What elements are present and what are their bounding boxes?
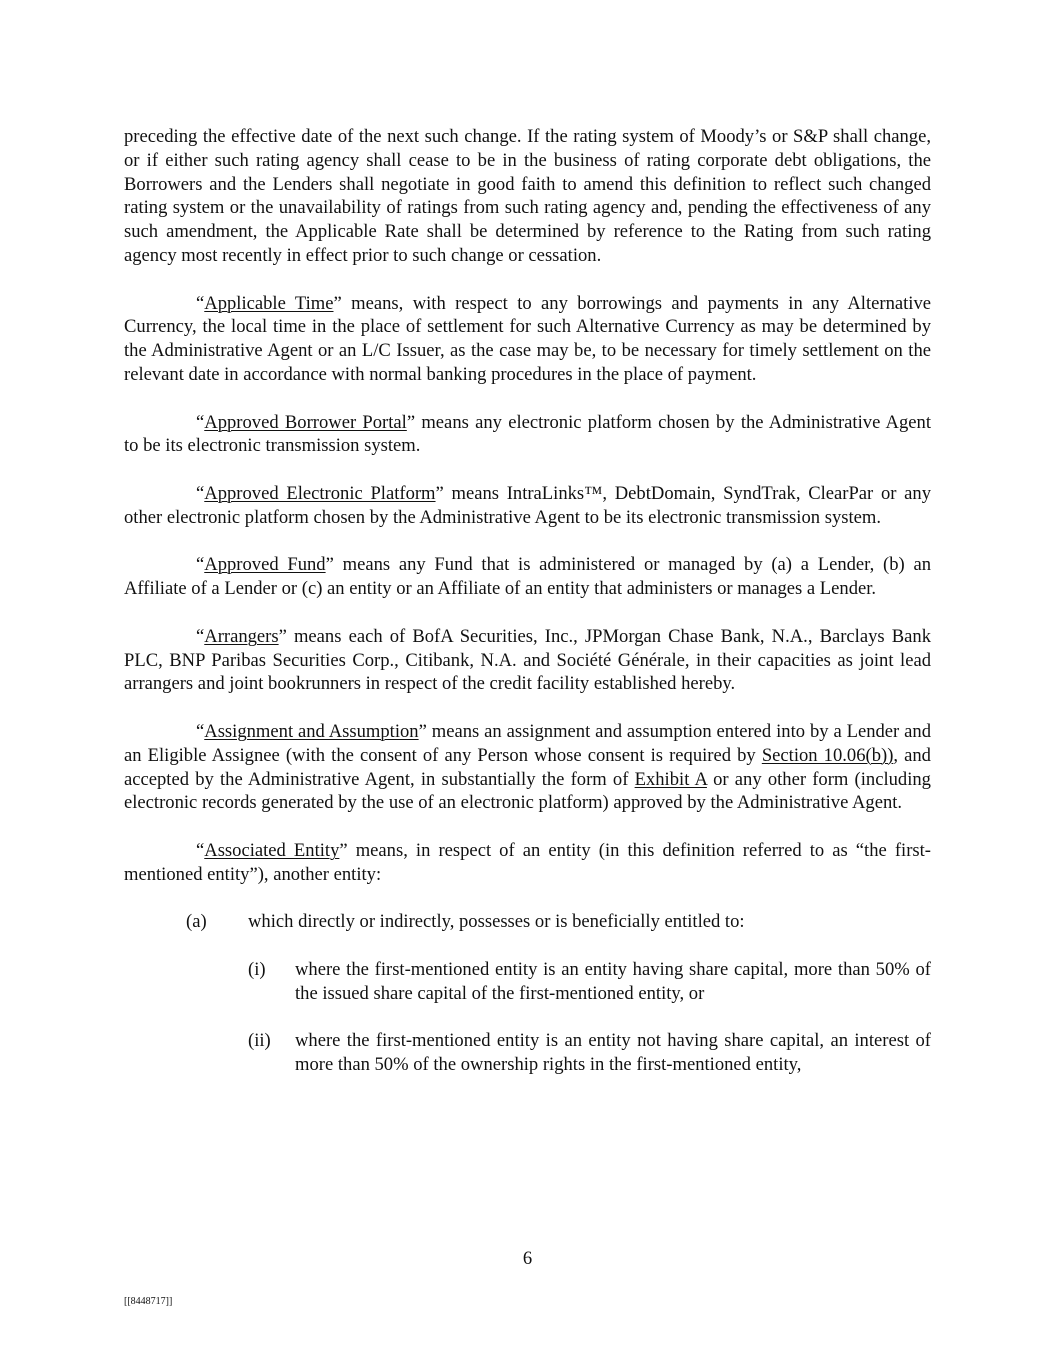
defined-term: Approved Electronic Platform <box>204 482 436 504</box>
definition-text: or any other form (including electronic records generated by the use of an electronic platform) approved by the Administrative Agent. <box>124 768 931 814</box>
open-quote: “ <box>196 482 205 504</box>
page-number: 6 <box>522 1248 533 1269</box>
definition-text: ” means, with respect to any borrowings and payments in any Alternative Currency, the local time in the place of settlement for such Alternative Currency as may be determined by the Administrative Agent or an L/C Issuer, as the case may be, to be necessary for timely settlement on the relevant date in accordance with normal banking procedures in the place of payment. <box>124 292 931 385</box>
defined-term: Assignment and Assumption <box>204 720 419 742</box>
definition-text: ” means, in respect of an entity (in this definition referred to as “the first-mentioned entity”), another entity: <box>124 839 931 885</box>
list-item-i <box>124 958 931 1006</box>
list-label: (ii) <box>248 1030 271 1052</box>
list-text: where the first-mentioned entity is an entity having share capital, more than 50% of the issued share capital of the first-mentioned entity, or <box>295 958 931 1004</box>
list-text: which directly or indirectly, possesses or is beneficially entitled to: <box>248 911 745 933</box>
section-reference: Section 10.06(b)) <box>761 744 894 766</box>
defined-term: Approved Borrower Portal <box>204 411 407 433</box>
document-body <box>124 125 931 1101</box>
definition-text: ” means an assignment and assumption entered into by a Lender and an Eligible Assignee (with the consent of any Person whose consent is required by <box>124 720 931 766</box>
definition-approved-electronic-platform <box>124 482 931 530</box>
defined-term: Associated Entity <box>204 839 340 861</box>
definition-arrangers <box>124 625 931 696</box>
list-item-ii <box>124 1029 931 1077</box>
open-quote: “ <box>196 720 205 742</box>
definition-assignment-and-assumption <box>124 720 931 815</box>
definition-approved-fund <box>124 553 931 601</box>
open-quote: “ <box>196 292 205 314</box>
open-quote: “ <box>196 625 205 647</box>
list-text: where the first-mentioned entity is an entity not having share capital, an interest of more than 50% of the ownership rights in the first-mentioned entity, <box>295 1030 931 1076</box>
defined-term: Arrangers <box>204 625 279 647</box>
defined-term: Approved Fund <box>204 554 326 576</box>
definition-associated-entity <box>124 839 931 887</box>
definition-text: , and accepted by the Administrative Agent, in substantially the form of <box>124 744 931 790</box>
definition-text: ” means IntraLinks™, DebtDomain, SyndTrak, ClearPar or any other electronic platform chosen by the Administrative Agent to be its electronic transmission system. <box>124 482 932 528</box>
open-quote: “ <box>196 839 205 861</box>
definition-text: ” means any electronic platform chosen by the Administrative Agent to be its electronic transmission system. <box>124 411 931 457</box>
definition-approved-borrower-portal <box>124 411 931 459</box>
exhibit-reference: Exhibit A <box>634 768 707 790</box>
open-quote: “ <box>196 411 205 433</box>
definition-text: ” means any Fund that is administered or managed by (a) a Lender, (b) an Affiliate of a Lender or (c) an entity or an Affiliate of an entity that administers or manages a Lender. <box>124 554 931 600</box>
list-item-a <box>124 910 931 934</box>
document-id: [[8448717]] <box>124 1296 173 1307</box>
continuation-paragraph: preceding the effective date of the next such change. If the rating system of Moody’s or S&P shall change, or if either such rating agency shall cease to be in the business of rating corporate debt obligations, the Borrowers and the Lenders shall negotiate in good faith to amend this definition to reflect such changed rating system or the unavailability of ratings from such rating agency and, pending the effectiveness of any such amendment, the Applicable Rate shall be determined by reference to the Rating from such rating agency most recently in effect prior to such change or cessation. <box>124 126 931 266</box>
definition-applicable-time <box>124 292 931 387</box>
open-quote: “ <box>196 554 205 576</box>
list-label: (a) <box>186 911 207 933</box>
list-label: (i) <box>248 958 266 980</box>
defined-term: Applicable Time <box>204 292 334 314</box>
definition-text: ” means each of BofA Securities, Inc., JPMorgan Chase Bank, N.A., Barclays Bank PLC, BNP Paribas Securities Corp., Citibank, N.A. and Société Générale, in their capacities as joint lead arrangers and joint bookrunners in respect of the credit facility established hereby. <box>124 625 931 695</box>
